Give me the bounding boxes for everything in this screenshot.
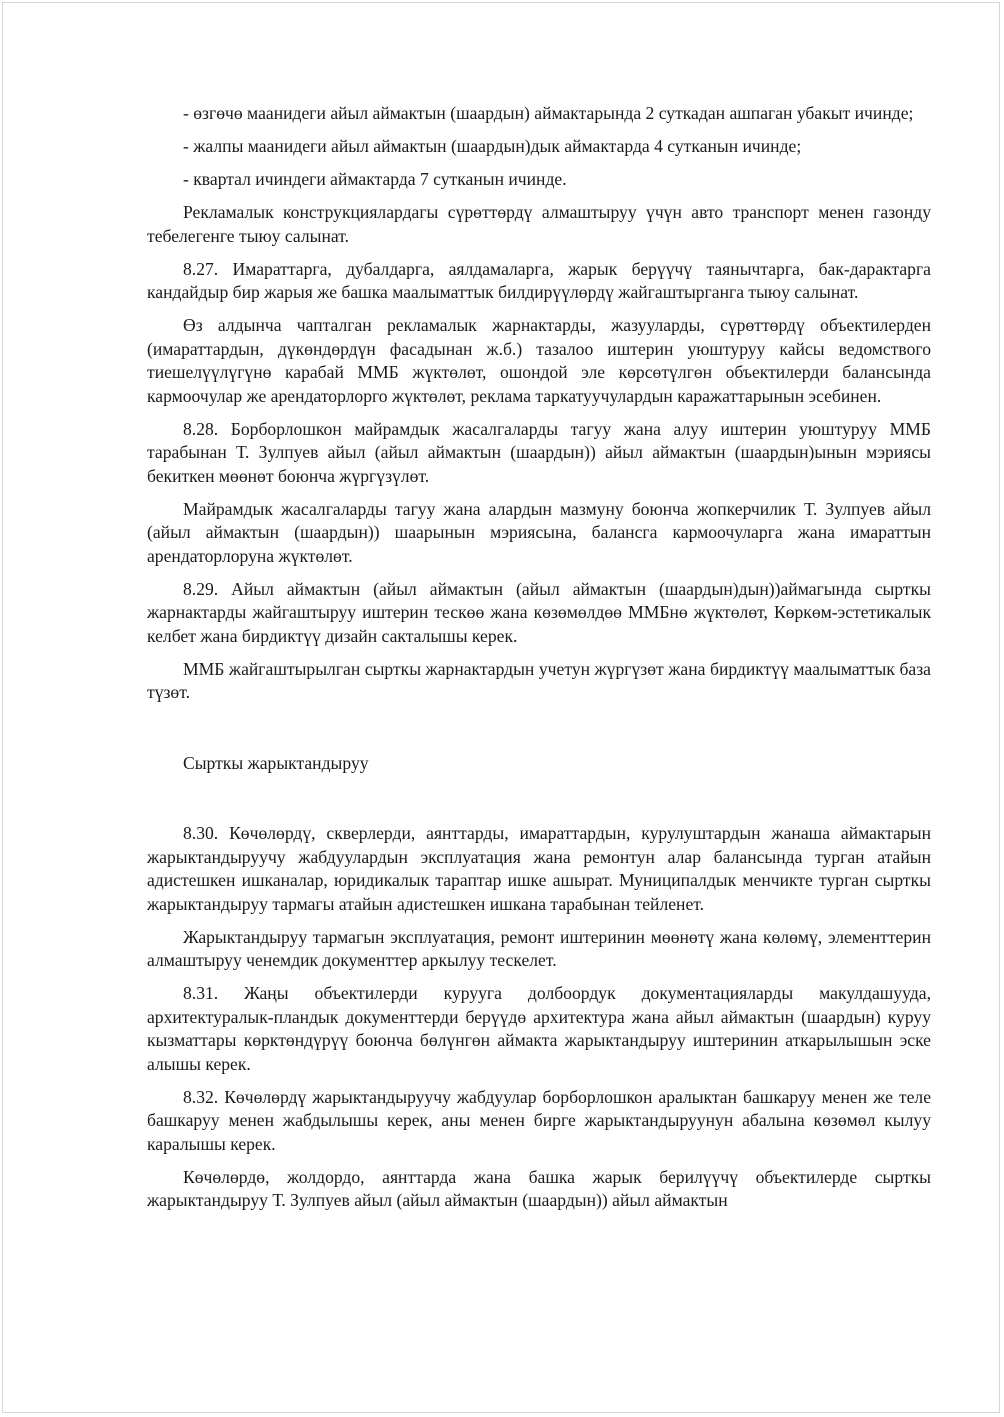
paragraph-lighting-maintenance: Жарыктандыруу тармагын эксплуатация, ремонт иштеринин мөөнөтү жана көлөмү, элементтерин алмаштыруу ченемдик документтер аркылуу тескелет. xyxy=(147,926,931,970)
document-body xyxy=(147,102,931,1222)
paragraph-8-30: 8.30. Көчөлөрдү, скверлерди, аянттарды, имараттардын, курулуштардын жанаша аймактарын жарыктандыруучу жабдуулардын эксплуатация жана ремонтун алар балансында турган атайын адистешкен ишканалар, юридикалык тараптар ишке ашырат. Муниципалдык менчикте турган сырткы жарыктандыруу тармагы атайын адистешкен ишкана тарабынан тейленет. xyxy=(147,823,931,914)
paragraph-bullet-general-zones: - жалпы маанидеги айыл аймактын (шаардын)дык аймактарда 4 сутканын ичинде; xyxy=(183,136,802,156)
document-page xyxy=(2,2,1000,1413)
paragraph-ad-registry: ММБ жайгаштырылган сырткы жарнактардын учетун жүргүзөт жана бирдиктүү маалыматтык база түзөт. xyxy=(147,658,931,702)
paragraph-lawn-prohibition: Рекламалык конструкциялардагы сүрөттөрдү алмаштыруу үчүн авто транспорт менен газонду тебелегенге тыюу салынат. xyxy=(147,202,931,246)
paragraph-festive-decorations: Майрамдык жасалгаларды тагуу жана алардын мазмуну боюнча жопкерчилик Т. Зулпуев айыл (айыл аймактын (шаардын)) шаарынын мэриясына, балансга кармоочуларга жана имараттын арендаторлоруна жүктөлөт. xyxy=(147,498,931,566)
paragraph-bullet-quarter-zones: - квартал ичиндеги аймактарда 7 сутканын ичинде. xyxy=(183,169,567,189)
paragraph-8-28: 8.28. Борборлошкон майрамдык жасалгаларды тагуу жана алуу иштерин уюштуруу ММБ тарабынан Т. Зулпуев айыл (айыл аймактын (шаардын)) айыл аймактын (шаардын)ынын мэриясы бекиткен мөөнөт боюнча жүргүзүлөт. xyxy=(147,418,931,486)
section-heading: Сырткы жарыктандыруу xyxy=(183,752,369,773)
paragraph-8-29: 8.29. Айыл аймактын (айыл аймактын (айыл аймактын (шаардын)дын))аймагында сырткы жарнактарды жайгаштыруу иштерин тескөө жана көзөмөлдөө ММБнө жүктөлөт, Көркөм-эстетикалык келбет жана бирдиктүү дизайн сакталышы керек. xyxy=(147,578,931,646)
paragraph-8-27: 8.27. Имараттарга, дубалдарга, аялдамаларга, жарык берүүчү таянычтарга, бак-дарактарга кандайдыр бир жарыя же башка маалыматтык билдирүүлөрдү жайгаштырганга тыюу салынат. xyxy=(147,258,931,302)
paragraph-self-posted-ads: Өз алдынча чапталган рекламалык жарнактарды, жазууларды, сүрөттөрдү объектилерден (имараттардын, дүкөндөрдүн фасадынан ж.б.) тазалоо иштерин уюштуруу кайсы ведомствого тиешелүүлүгүнө карабай ММБ жүктөлөт, ошондой эле көрсөтүлгөн объектилерди балансында кармоочулар же арендаторлорго жүктөлөт, реклама таркатуучулардын каражаттарынын эсебинен. xyxy=(147,315,931,406)
paragraph-bullet-special-zones: - өзгөчө маанидеги айыл аймактын (шаардын) аймактарында 2 суткадан ашпаган убакыт ичинде; xyxy=(183,103,914,123)
paragraph-8-32: 8.32. Көчөлөрдү жарыктандыруучу жабдуулар борборлошкон аралыктан башкаруу менен же теле башкаруу менен жабдылышы керек, аны менен бирге жарыктандыруунун абалына көзөмөл кылуу каралышы керек. xyxy=(147,1086,931,1154)
paragraph-8-31: 8.31. Жаңы объектилерди курууга долбоордук документацияларды макулдашууда, архитектуралык-пландык документтерди берүүдө архитектура жана айыл аймактын (шаардын) куруу кызматтары көрктөндүрүү боюнча бөлүнгөн аймакта жарыктандыруу иштеринин аткарылышын эске алышы керек. xyxy=(147,983,931,1074)
paragraph-outdoor-lighting: Көчөлөрдө, жолдордо, аянттарда жана башка жарык берилүүчү объектилерде сырткы жарыктандыруу Т. Зулпуев айыл (айыл аймактын (шаардын)) айыл аймактын xyxy=(147,1166,931,1210)
